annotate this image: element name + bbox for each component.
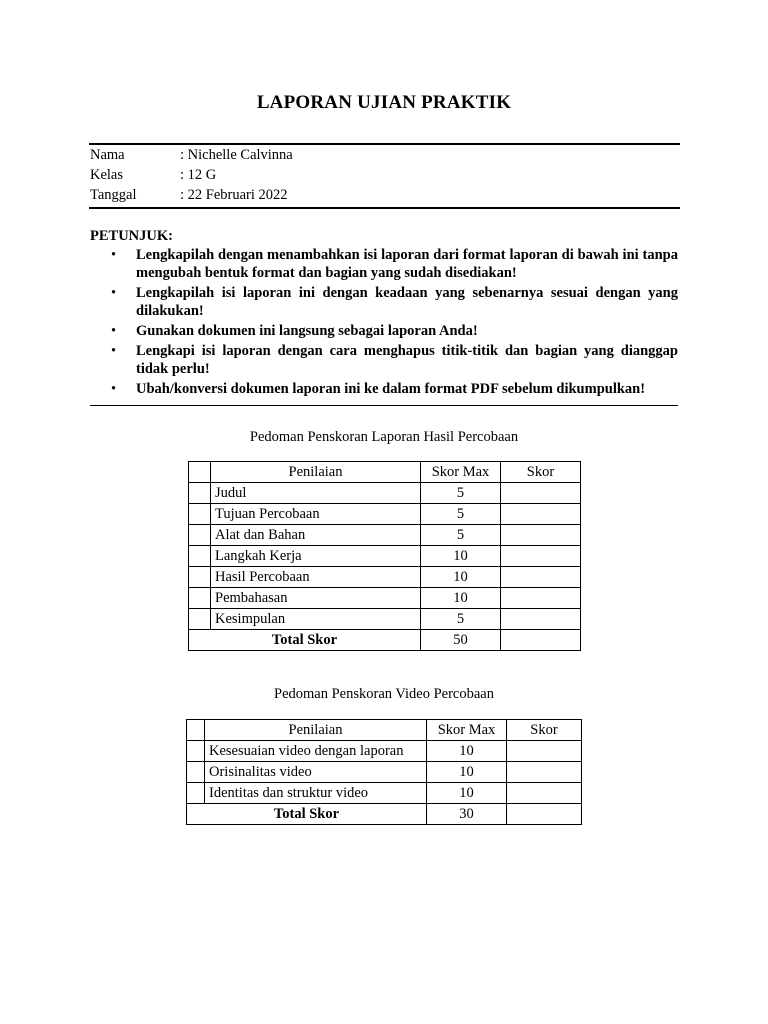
- score-cell[interactable]: [507, 741, 582, 762]
- max-score-cell: 10: [421, 546, 501, 567]
- table-header-row: [189, 462, 581, 483]
- max-score-cell: 10: [421, 567, 501, 588]
- max-score-cell: 10: [427, 762, 507, 783]
- section-divider: [90, 405, 678, 406]
- index-cell: [187, 783, 205, 804]
- table-row: [189, 567, 581, 588]
- index-cell: [187, 762, 205, 783]
- max-score-cell: 5: [421, 525, 501, 546]
- identity-value: : 12 G: [180, 167, 217, 183]
- bullet-icon: •: [111, 285, 117, 301]
- max-score-cell: 5: [421, 483, 501, 504]
- index-cell: [189, 483, 211, 504]
- instruction-item: • Gunakan dokumen ini langsung sebagai laporan Anda!: [111, 323, 478, 339]
- bullet-icon: •: [111, 323, 117, 339]
- score-cell[interactable]: [501, 567, 581, 588]
- table-row: [189, 588, 581, 609]
- max-score-cell: 5: [421, 504, 501, 525]
- identity-label: Tanggal: [90, 187, 137, 203]
- total-row: [187, 804, 582, 825]
- header-skor: Skor: [501, 462, 581, 483]
- criterion-cell: Pembahasan: [211, 588, 421, 609]
- criterion-cell: Hasil Percobaan: [211, 567, 421, 588]
- instruction-item: • Lengkapi isi laporan dengan cara menghapus titik-titik dan bagian yang dianggap tidak perlu!: [111, 343, 678, 377]
- total-label: Total Skor: [189, 630, 421, 651]
- instruction-item: • Lengkapilah isi laporan ini dengan keadaan yang sebenarnya sesuai dengan yang dilakukan!: [111, 285, 678, 319]
- table1-caption: Pedoman Penskoran Laporan Hasil Percobaan: [249, 429, 519, 445]
- header-skor-max: Skor Max: [421, 462, 501, 483]
- instructions-list: [90, 246, 678, 398]
- index-cell: [189, 462, 211, 483]
- criterion-cell: Judul: [211, 483, 421, 504]
- index-cell: [189, 525, 211, 546]
- table2-caption: Pedoman Penskoran Video Percobaan: [274, 686, 494, 702]
- identity-block: [90, 145, 293, 205]
- max-score-cell: 10: [427, 783, 507, 804]
- total-max-cell: 30: [427, 804, 507, 825]
- max-score-cell: 10: [427, 741, 507, 762]
- table-row: [187, 783, 582, 804]
- page-title: LAPORAN UJIAN PRAKTIK: [256, 92, 512, 113]
- criterion-cell: Alat dan Bahan: [211, 525, 421, 546]
- identity-value: : 22 Februari 2022: [180, 187, 288, 203]
- identity-label: Nama: [90, 147, 125, 163]
- criterion-cell: Orisinalitas video: [205, 762, 427, 783]
- instructions-block: [90, 227, 678, 400]
- instruction-item: • Lengkapilah dengan menambahkan isi laporan dari format laporan di bawah ini tanpa mengubah bentuk format dan bagian yang sudah disediakan!: [111, 247, 678, 281]
- criterion-cell: Kesimpulan: [211, 609, 421, 630]
- identity-value: : Nichelle Calvinna: [180, 147, 293, 163]
- table-row: [189, 609, 581, 630]
- index-cell: [189, 567, 211, 588]
- video-score-table: [186, 719, 582, 825]
- index-cell: [189, 546, 211, 567]
- table-row: [189, 483, 581, 504]
- header-skor-max: Skor Max: [427, 720, 507, 741]
- instructions-heading: PETUNJUK:: [90, 228, 173, 244]
- score-cell[interactable]: [501, 525, 581, 546]
- header-penilaian: Penilaian: [205, 720, 427, 741]
- criterion-cell: Langkah Kerja: [211, 546, 421, 567]
- score-cell[interactable]: [501, 504, 581, 525]
- index-cell: [189, 588, 211, 609]
- table-row: [189, 504, 581, 525]
- bullet-icon: •: [111, 247, 117, 263]
- instruction-item: • Ubah/konversi dokumen laporan ini ke dalam format PDF sebelum dikumpulkan!: [111, 381, 646, 397]
- total-score-cell[interactable]: [501, 630, 581, 651]
- header-penilaian: Penilaian: [211, 462, 421, 483]
- total-row: [189, 630, 581, 651]
- table-header-row: [187, 720, 582, 741]
- identity-row-date: [90, 185, 293, 205]
- total-max-cell: 50: [421, 630, 501, 651]
- identity-bottom-rule: [89, 207, 680, 209]
- score-cell[interactable]: [507, 783, 582, 804]
- identity-label: Kelas: [90, 167, 124, 183]
- bullet-icon: •: [111, 343, 117, 359]
- index-cell: [187, 720, 205, 741]
- max-score-cell: 5: [421, 609, 501, 630]
- total-label: Total Skor: [187, 804, 427, 825]
- criterion-cell: Kesesuaian video dengan laporan: [205, 741, 427, 762]
- table-row: [189, 546, 581, 567]
- criterion-cell: Tujuan Percobaan: [211, 504, 421, 525]
- identity-row-class: [90, 165, 293, 185]
- index-cell: [189, 609, 211, 630]
- score-cell[interactable]: [501, 483, 581, 504]
- identity-row-name: [90, 145, 293, 165]
- table-row: [187, 741, 582, 762]
- bullet-icon: •: [111, 381, 117, 397]
- score-cell[interactable]: [507, 762, 582, 783]
- score-cell[interactable]: [501, 588, 581, 609]
- header-skor: Skor: [507, 720, 582, 741]
- table-row: [189, 525, 581, 546]
- score-cell[interactable]: [501, 546, 581, 567]
- max-score-cell: 10: [421, 588, 501, 609]
- total-score-cell[interactable]: [507, 804, 582, 825]
- criterion-cell: Identitas dan struktur video: [205, 783, 427, 804]
- table-row: [187, 762, 582, 783]
- index-cell: [189, 504, 211, 525]
- score-cell[interactable]: [501, 609, 581, 630]
- index-cell: [187, 741, 205, 762]
- report-score-table: [188, 461, 581, 651]
